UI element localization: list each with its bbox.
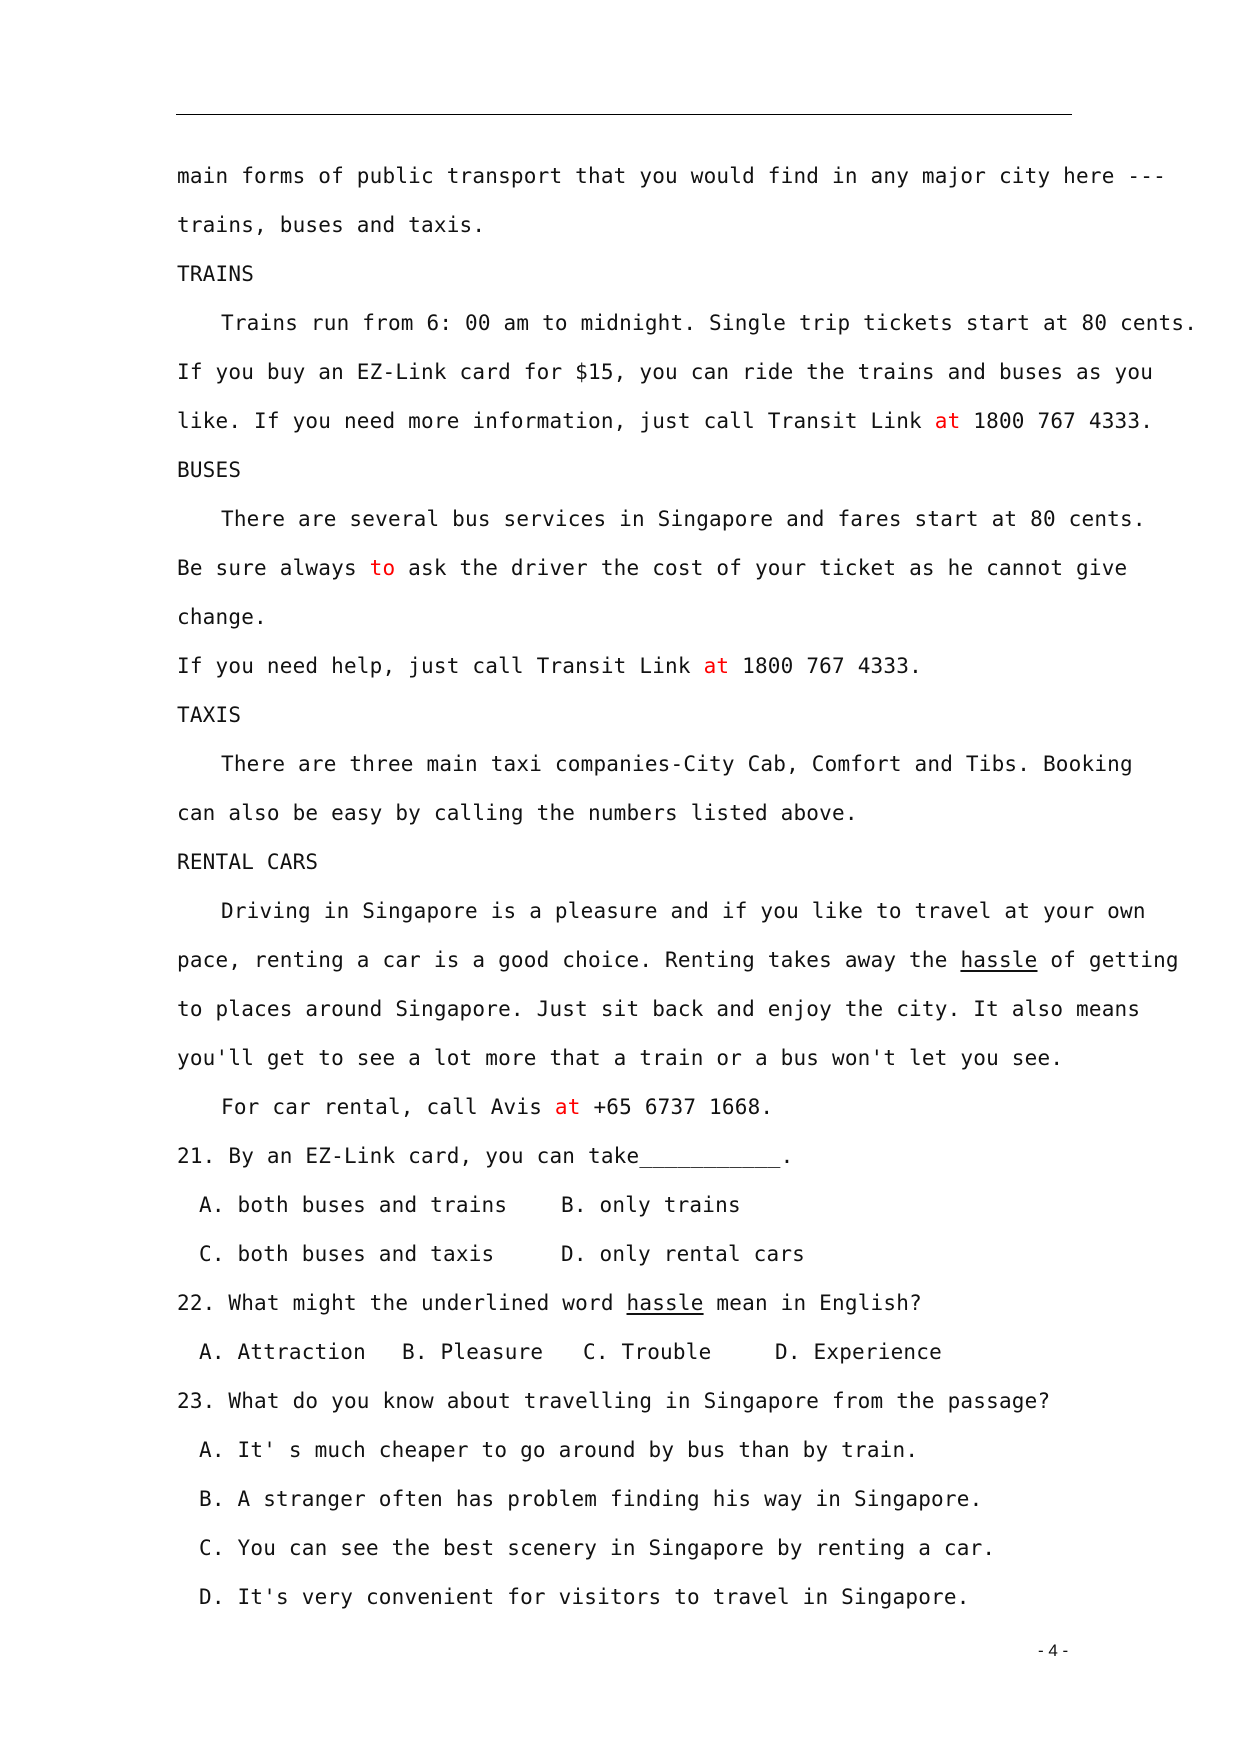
rental-line-5 [177,1083,1072,1132]
option-a: A. Attraction [199,1340,366,1364]
buses-line-1: There are several bus services in Singapore and fares start at 80 cents. [221,507,1146,531]
option-a: A. both buses and trains [199,1193,508,1217]
trains-line-3 [177,397,1154,446]
intro-line-2: trains, buses and taxis. [177,213,486,237]
intro-line-1: main forms of public transport that you would find in any major city here --- [177,164,1166,188]
option-b: B. Pleasure [402,1340,544,1364]
highlighted-word: at [554,1095,581,1119]
highlighted-word: at [703,654,730,678]
rental-line-2 [177,936,1179,985]
option-d: D. only rental cars [561,1242,806,1266]
text-span: 1800 767 4333. [960,409,1154,433]
document-page [177,152,1198,1622]
section-heading-rental-cars: RENTAL CARS [177,850,319,874]
text-span: mean in English? [703,1291,922,1315]
section-heading-trains: TRAINS [177,262,255,286]
taxis-line-1: There are three main taxi companies-City Cab, Comfort and Tibs. Booking [221,752,1133,776]
buses-line-2 [177,544,1128,593]
taxis-line-2: can also be easy by calling the numbers listed above. [177,801,858,825]
option-c: C. Trouble [583,1340,712,1364]
rental-line-3: to places around Singapore. Just sit back and enjoy the city. It also means [177,997,1141,1021]
option-b: B. only trains [561,1193,741,1217]
header-rule [176,114,1072,115]
text-span: Be sure always [177,556,370,580]
option-d: D. It's very convenient for visitors to travel in Singapore. [199,1585,970,1609]
option-c: C. both buses and taxis [199,1242,495,1266]
option-a: A. It' s much cheaper to go around by bus than by train. [199,1438,919,1462]
text-span: +65 6737 1668. [580,1095,774,1119]
highlighted-word: at [934,409,961,433]
question-21-stem: 21. By an EZ-Link card, you can take___________. [177,1144,794,1168]
section-heading-buses: BUSES [177,458,242,482]
text-span: If you need help, just call Transit Link [177,654,704,678]
text-span: For car rental, call Avis [221,1095,555,1119]
text-span: 1800 767 4333. [729,654,922,678]
text-span: of getting [1037,948,1179,972]
question-22-stem [177,1279,1072,1328]
text-span: pace, renting a car is a good choice. Renting takes away the [177,948,961,972]
text-span: like. If you need more information, just call Transit Link [177,409,935,433]
option-c: C. You can see the best scenery in Singapore by renting a car. [199,1536,996,1560]
highlighted-word: to [369,556,396,580]
buses-line-4 [177,642,1072,691]
rental-line-4: you'll get to see a lot more that a train or a bus won't let you see. [177,1046,1064,1070]
option-b: B. A stranger often has problem finding his way in Singapore. [199,1487,983,1511]
trains-line-1: Trains run from 6: 00 am to midnight. Single trip tickets start at 80 cents. [221,311,1198,335]
underlined-word: hassle [626,1291,704,1315]
text-span: 22. What might the underlined word [177,1291,627,1315]
buses-line-3: change. [177,605,267,629]
question-21-options-row-2 [177,1230,1072,1279]
trains-line-2: If you buy an EZ-Link card for $15, you can ride the trains and buses as you [177,360,1154,384]
underlined-word: hassle [960,948,1038,972]
page-number: - 4 - [1038,1641,1069,1660]
question-23-stem: 23. What do you know about travelling in Singapore from the passage? [177,1389,1051,1413]
option-d: D. Experience [775,1340,942,1364]
question-22-options [177,1328,1072,1377]
section-heading-taxis: TAXIS [177,703,242,727]
rental-line-1: Driving in Singapore is a pleasure and if you like to travel at your own [221,899,1146,923]
question-21-options-row-1 [177,1181,1072,1230]
text-span: ask the driver the cost of your ticket as he cannot give [395,556,1128,580]
